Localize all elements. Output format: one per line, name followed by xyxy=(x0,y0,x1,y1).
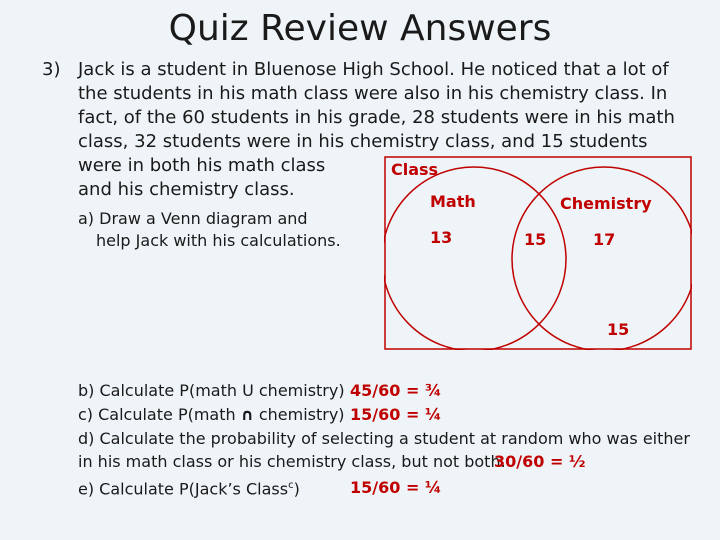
question-c xyxy=(78,404,345,426)
question-d-line-2: in his math class or his chemistry class, but not both. xyxy=(78,452,506,471)
universe-frame xyxy=(385,157,691,349)
chemistry-only-value: 17 xyxy=(593,230,616,249)
answer-e: 15/60 = ¼ xyxy=(350,478,442,497)
part-a-text-1: Draw a Venn diagram and xyxy=(99,209,308,228)
question-e-text-2: ) xyxy=(293,479,300,499)
answer-b: 45/60 = ¾ xyxy=(350,381,442,400)
problem-line-1: Jack is a student in Bluenose High School. He noticed that a lot of xyxy=(78,59,669,80)
question-c-text-2: chemistry) xyxy=(258,405,345,424)
problem-number: 3) xyxy=(42,59,61,80)
answer-d: 30/60 = ½ xyxy=(494,452,586,471)
part-a-label: a) xyxy=(78,209,95,228)
math-only-value: 13 xyxy=(430,228,453,247)
problem-line-5: were in both his math class xyxy=(78,155,326,176)
question-b: b) Calculate P(math U chemistry) xyxy=(78,381,345,400)
problem-line-3: fact, of the 60 students in his grade, 28 students were in his math xyxy=(78,107,675,128)
answer-c: 15/60 = ¼ xyxy=(350,405,442,424)
question-d-line-1: d) Calculate the probability of selecting a student at random who was either xyxy=(78,429,690,448)
chemistry-label: Chemistry xyxy=(560,194,652,213)
venn-diagram xyxy=(384,156,692,350)
universe-label: Class xyxy=(391,160,439,179)
question-e-text-1: e) Calculate P(Jack’s Class xyxy=(78,479,289,499)
problem-line-6: and his chemistry class. xyxy=(78,179,295,200)
question-c-text-1: c) Calculate P(math xyxy=(78,405,236,424)
part-a-line-2: help Jack with his calculations. xyxy=(96,231,341,250)
complement-superscript: c xyxy=(288,480,294,491)
intersection-symbol: ∩ xyxy=(240,405,254,424)
problem-line-2: the students in his math class were also in his chemistry class. In xyxy=(78,83,668,104)
math-label: Math xyxy=(430,192,476,211)
part-a-line-1 xyxy=(78,208,308,230)
problem-line-4: class, 32 students were in his chemistry class, and 15 students xyxy=(78,131,648,152)
page-title: Quiz Review Answers xyxy=(168,8,552,49)
question-e xyxy=(78,475,300,500)
outside-value: 15 xyxy=(607,320,630,339)
intersection-value: 15 xyxy=(524,230,547,249)
